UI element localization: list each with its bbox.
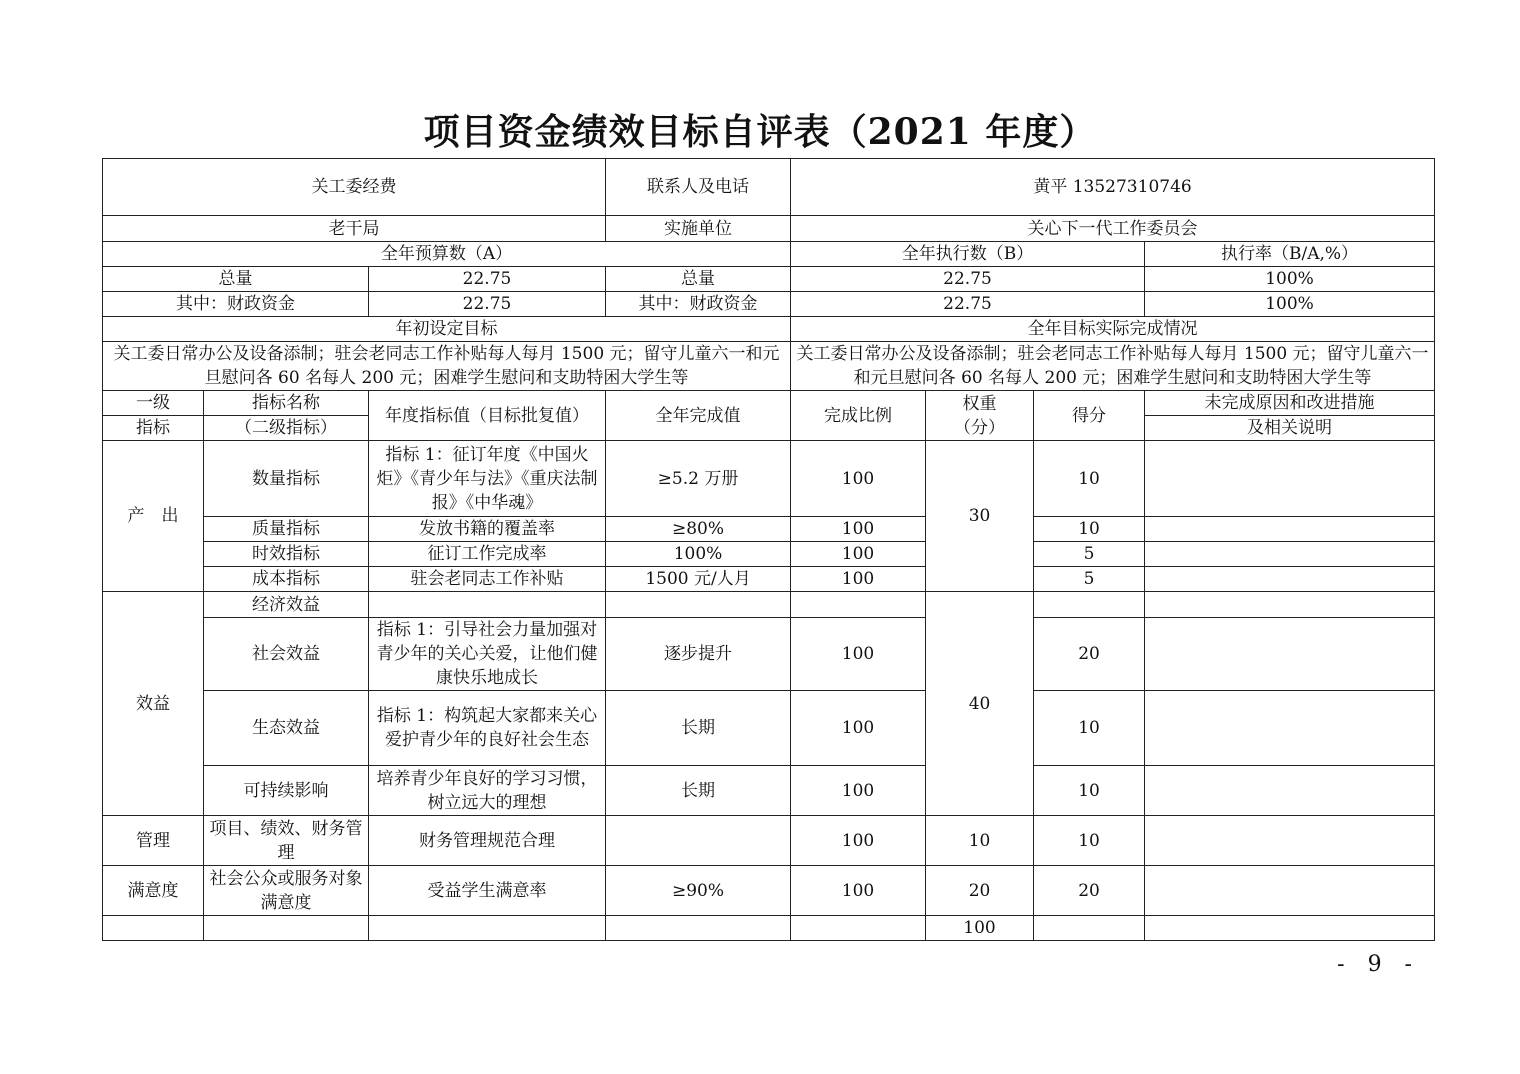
satisfaction-weight: 20 (926, 866, 1034, 916)
indicator-target: 受益学生满意率 (369, 866, 606, 916)
unit-label-cell: 实施单位 (606, 216, 791, 242)
col-target: 年度指标值（目标批复值） (369, 391, 606, 441)
dept-cell: 老干局 (103, 216, 606, 242)
col-completed: 全年完成值 (606, 391, 791, 441)
indicator-score: 10 (1034, 441, 1145, 517)
col-weight-bottom: （分） (954, 417, 1006, 438)
indicator-ratio: 100 (791, 542, 926, 567)
indicator-completed: ≥90% (606, 866, 791, 916)
indicator-completed: 长期 (606, 766, 791, 816)
total-a: 22.75 (369, 267, 606, 292)
indicator-completed: 逐步提升 (606, 618, 791, 691)
indicator-reason (1145, 816, 1435, 866)
indicator-ratio (791, 592, 926, 618)
indicator-reason (1145, 592, 1435, 618)
indicator-reason (1145, 441, 1435, 517)
indicator-completed: ≥5.2 万册 (606, 441, 791, 517)
fiscal-rate: 100% (1145, 292, 1435, 317)
indicator-target: 驻会老同志工作补贴 (369, 567, 606, 592)
contact-value-cell: 黄平 13527310746 (791, 159, 1435, 216)
total-label: 总量 (103, 267, 369, 292)
indicator-ratio: 100 (791, 567, 926, 592)
indicator-ratio: 100 (791, 618, 926, 691)
indicator-ratio: 100 (791, 766, 926, 816)
col-name-bottom: （二级指标） (204, 416, 369, 441)
indicator-name: 社会公众或服务对象满意度 (204, 866, 369, 916)
indicator-target: 财务管理规范合理 (369, 816, 606, 866)
indicator-score: 20 (1034, 866, 1145, 916)
indicator-target: 指标 1：构筑起大家都来关心爱护青少年的良好社会生态 (369, 691, 606, 766)
unit-value-cell: 关心下一代工作委员会 (791, 216, 1435, 242)
benefit-category: 效益 (103, 592, 204, 816)
indicator-name: 成本指标 (204, 567, 369, 592)
indicator-score (1034, 592, 1145, 618)
indicator-name: 项目、绩效、财务管理 (204, 816, 369, 866)
indicator-name: 生态效益 (204, 691, 369, 766)
indicator-target: 发放书籍的覆盖率 (369, 517, 606, 542)
col-score: 得分 (1034, 391, 1145, 441)
total-empty-cell (369, 916, 606, 941)
indicator-target: 征订工作完成率 (369, 542, 606, 567)
total-empty-cell (103, 916, 204, 941)
total-empty-cell (606, 916, 791, 941)
indicator-completed (606, 816, 791, 866)
actual-goal-text: 关工委日常办公及设备添制；驻会老同志工作补贴每人每月 1500 元；留守儿童六一和元旦慰问各 60 名每人 200 元；困难学生慰问和支助特困大学生等 (791, 342, 1435, 391)
fiscal-b: 22.75 (791, 292, 1145, 317)
indicator-completed: ≥80% (606, 517, 791, 542)
indicator-score: 10 (1034, 766, 1145, 816)
col-reason-top: 未完成原因和改进措施 (1145, 391, 1435, 416)
satisfaction-category: 满意度 (103, 866, 204, 916)
indicator-ratio: 100 (791, 691, 926, 766)
indicator-name: 质量指标 (204, 517, 369, 542)
col-weight-top: 权重 (962, 393, 997, 414)
output-weight: 30 (926, 441, 1034, 592)
col-level1-bottom: 指标 (103, 416, 204, 441)
indicator-reason (1145, 866, 1435, 916)
indicator-name: 可持续影响 (204, 766, 369, 816)
indicator-ratio: 100 (791, 441, 926, 517)
evaluation-table (102, 158, 1435, 941)
indicator-reason (1145, 766, 1435, 816)
indicator-score: 10 (1034, 816, 1145, 866)
total-rate: 100% (1145, 267, 1435, 292)
indicator-reason (1145, 691, 1435, 766)
indicator-reason (1145, 567, 1435, 592)
indicator-target: 指标 1：引导社会力量加强对青少年的关心关爱，让他们健康快乐地成长 (369, 618, 606, 691)
annual-exec-label: 全年执行数（B） (791, 242, 1145, 267)
output-category: 产 出 (103, 441, 204, 592)
indicator-ratio: 100 (791, 866, 926, 916)
total-empty-cell (1034, 916, 1145, 941)
exec-rate-label: 执行率（B/A,%） (1145, 242, 1435, 267)
total-empty-cell (791, 916, 926, 941)
indicator-target: 指标 1：征订年度《中国火炬》《青少年与法》《重庆法制报》《中华魂》 (369, 441, 606, 517)
indicator-score: 5 (1034, 542, 1145, 567)
indicator-name: 时效指标 (204, 542, 369, 567)
total-empty-cell (204, 916, 369, 941)
indicator-reason (1145, 618, 1435, 691)
indicator-score: 5 (1034, 567, 1145, 592)
indicator-score: 10 (1034, 517, 1145, 542)
initial-goal-label: 年初设定目标 (103, 317, 791, 342)
indicator-name: 经济效益 (204, 592, 369, 618)
page-number: - 9 - (1337, 952, 1420, 977)
col-ratio: 完成比例 (791, 391, 926, 441)
management-weight: 10 (926, 816, 1034, 866)
actual-goal-label: 全年目标实际完成情况 (791, 317, 1435, 342)
page-title: 项目资金绩效目标自评表（2021 年度） (423, 111, 1097, 153)
total-b-label: 总量 (606, 267, 791, 292)
indicator-ratio: 100 (791, 816, 926, 866)
indicator-target: 培养青少年良好的学习习惯，树立远大的理想 (369, 766, 606, 816)
indicator-reason (1145, 517, 1435, 542)
management-category: 管理 (103, 816, 204, 866)
col-reason-bottom: 及相关说明 (1145, 416, 1435, 441)
fiscal-b-label: 其中：财政资金 (606, 292, 791, 317)
total-empty-cell (1145, 916, 1435, 941)
indicator-completed: 100% (606, 542, 791, 567)
indicator-ratio: 100 (791, 517, 926, 542)
indicator-name: 社会效益 (204, 618, 369, 691)
indicator-score: 20 (1034, 618, 1145, 691)
fiscal-a: 22.75 (369, 292, 606, 317)
total-weight: 100 (926, 916, 1034, 941)
total-b: 22.75 (791, 267, 1145, 292)
indicator-completed (606, 592, 791, 618)
indicator-target (369, 592, 606, 618)
indicator-completed: 1500 元/人月 (606, 567, 791, 592)
fiscal-label: 其中：财政资金 (103, 292, 369, 317)
project-name-cell: 关工委经费 (103, 159, 606, 216)
benefit-weight: 40 (926, 592, 1034, 816)
col-name-top: 指标名称 (204, 391, 369, 416)
indicator-completed: 长期 (606, 691, 791, 766)
indicator-reason (1145, 542, 1435, 567)
initial-goal-text: 关工委日常办公及设备添制；驻会老同志工作补贴每人每月 1500 元；留守儿童六一和元旦慰问各 60 名每人 200 元；困难学生慰问和支助特困大学生等 (103, 342, 791, 391)
contact-label-cell: 联系人及电话 (606, 159, 791, 216)
indicator-score: 10 (1034, 691, 1145, 766)
col-level1-top: 一级 (103, 391, 204, 416)
col-weight (926, 391, 1034, 441)
annual-budget-label: 全年预算数（A） (103, 242, 791, 267)
indicator-name: 数量指标 (204, 441, 369, 517)
